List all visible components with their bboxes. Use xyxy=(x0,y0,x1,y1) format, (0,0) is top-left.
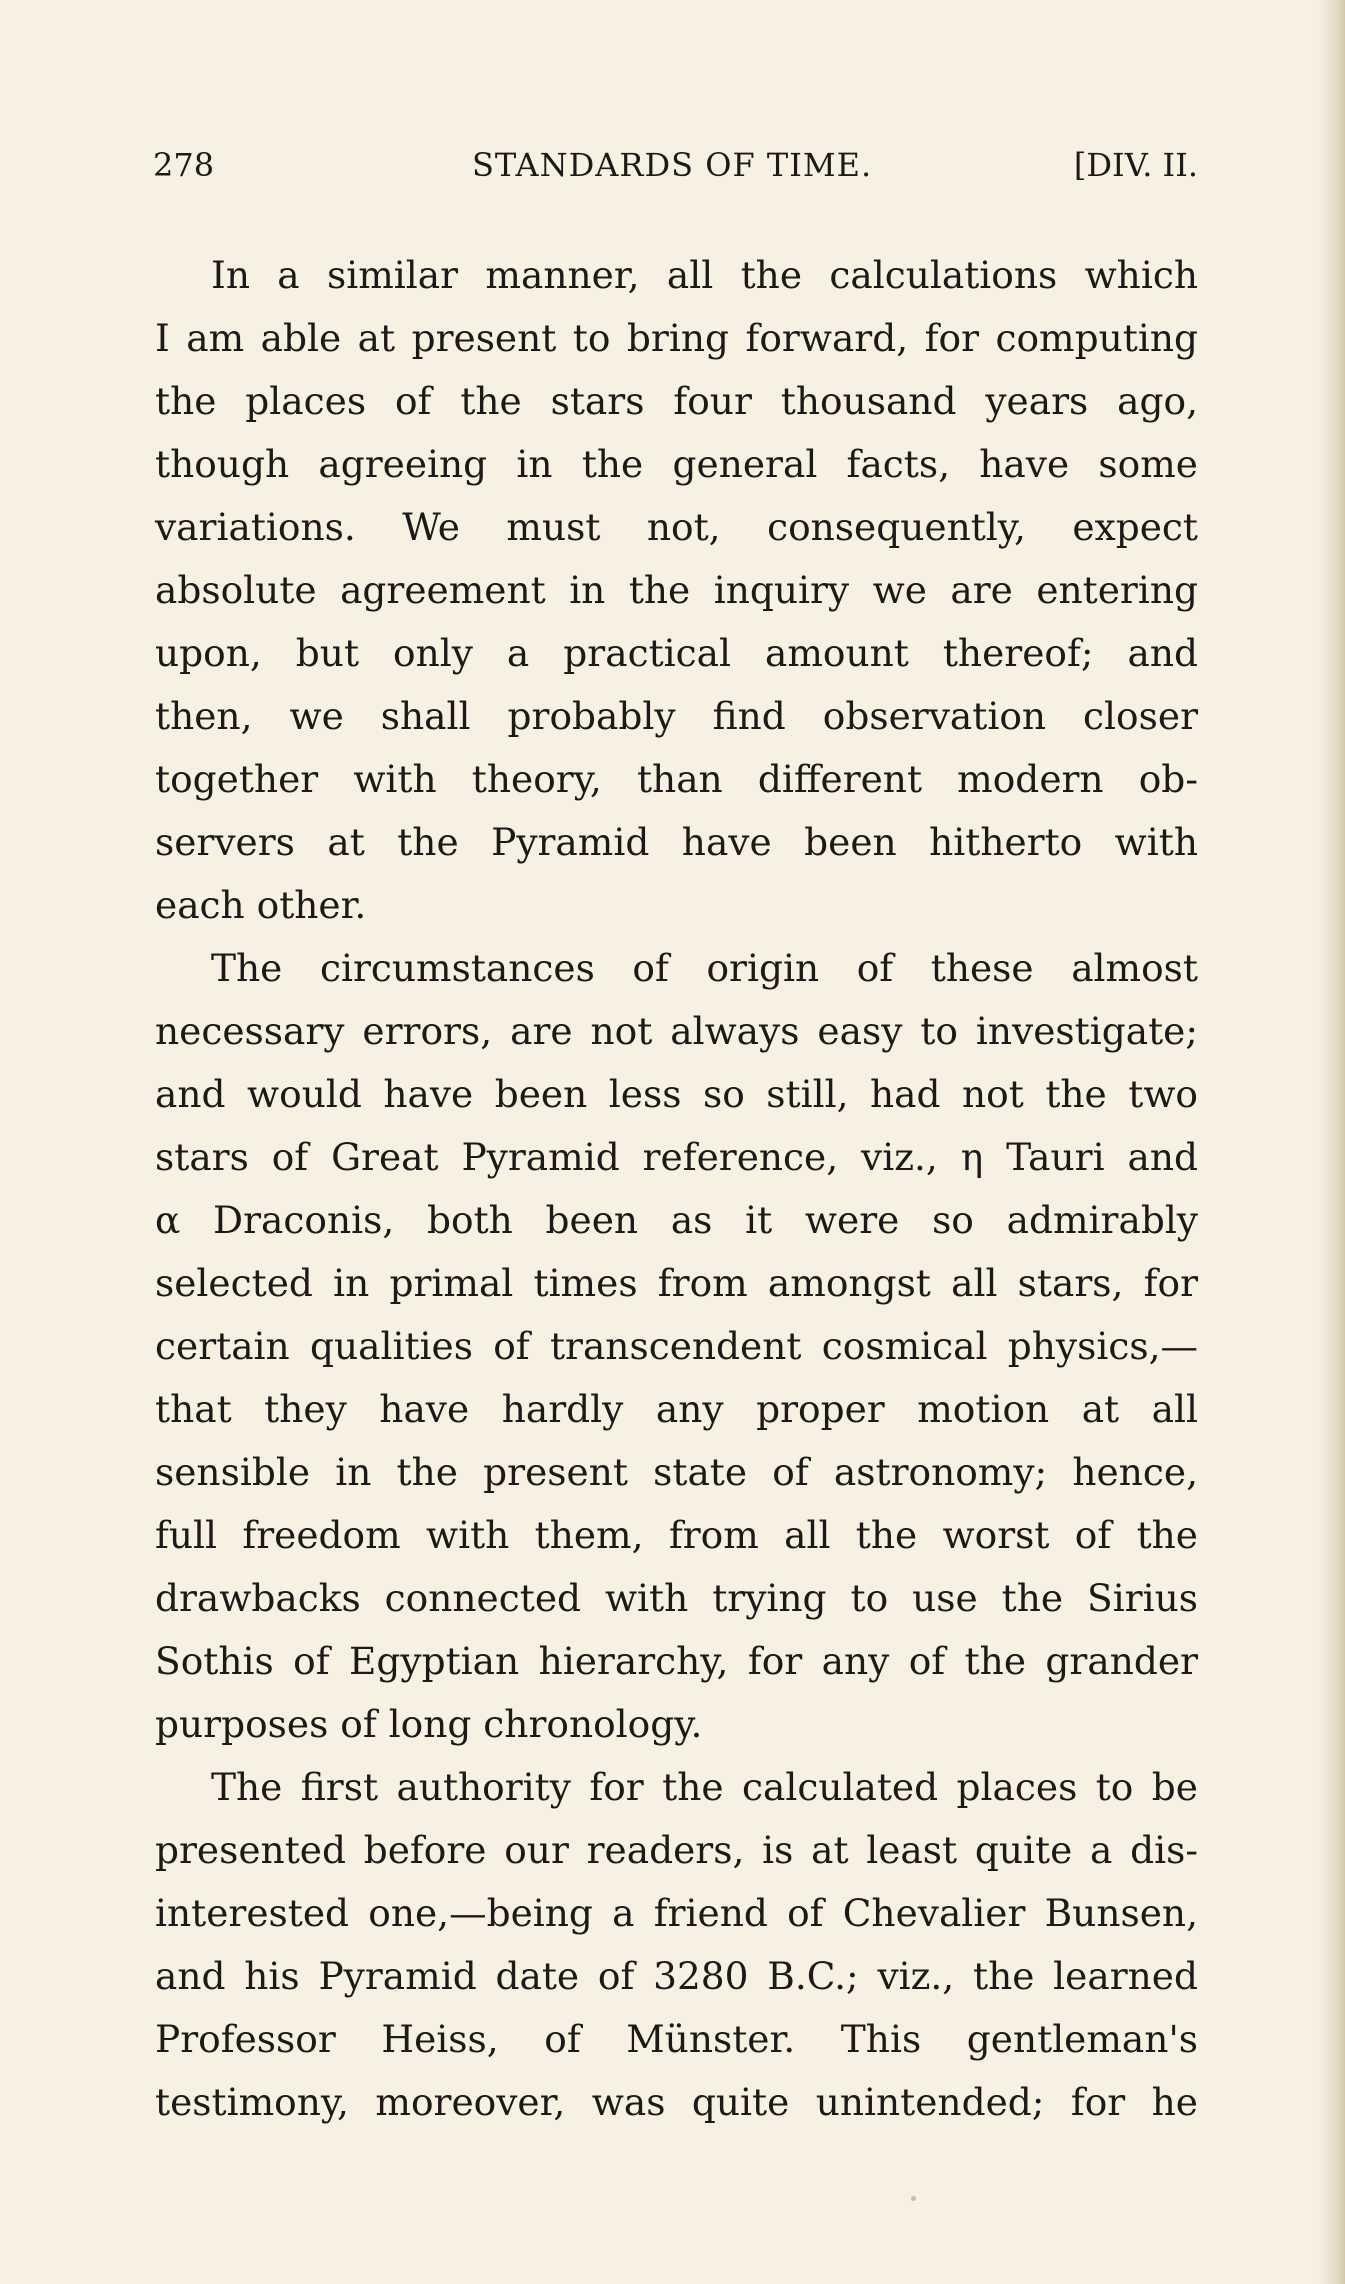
text-line: full freedom with them, from all the worst of the xyxy=(155,1513,1198,1557)
text-line: necessary errors, are not always easy to investigate; xyxy=(155,1009,1198,1053)
text-line: servers at the Pyramid have been hitherto with xyxy=(155,820,1198,864)
text-line: testimony, moreover, was quite unintended; for he xyxy=(155,2080,1198,2124)
text-line: stars of Great Pyramid reference, viz., η Tauri and xyxy=(155,1135,1198,1179)
text-line: drawbacks connected with trying to use the Sirius xyxy=(155,1576,1198,1620)
text-line: upon, but only a practical amount thereof; and xyxy=(155,631,1198,675)
text-line: certain qualities of transcendent cosmical physics,— xyxy=(155,1324,1198,1368)
text-line: variations. We must not, consequently, expect xyxy=(155,505,1198,549)
text-line: α Draconis, both been as it were so admirably xyxy=(155,1198,1198,1242)
text-line: and his Pyramid date of 3280 B.C.; viz., the learned xyxy=(155,1954,1198,1998)
binding-shadow xyxy=(1319,0,1345,2284)
text-line: absolute agreement in the inquiry we are entering xyxy=(155,568,1198,612)
text-line: sensible in the present state of astronomy; hence, xyxy=(155,1450,1198,1494)
text-line: In a similar manner, all the calculations which xyxy=(211,253,1198,297)
text-line: I am able at present to bring forward, for computing xyxy=(155,316,1198,360)
text-line: The circumstances of origin of these almost xyxy=(211,946,1198,990)
paper-speck xyxy=(911,2196,916,2201)
running-head xyxy=(153,146,1198,196)
text-line: interested one,—being a friend of Chevalier Bunsen, xyxy=(155,1891,1198,1935)
text-line: the places of the stars four thousand years ago, xyxy=(155,379,1198,423)
text-line: and would have been less so still, had not the two xyxy=(155,1072,1198,1116)
text-line: that they have hardly any proper motion at all xyxy=(155,1387,1198,1431)
running-title: STANDARDS OF TIME. xyxy=(472,146,873,184)
text-line: purposes of long chronology. xyxy=(155,1702,703,1746)
text-line: though agreeing in the general facts, have some xyxy=(155,442,1198,486)
text-line: together with theory, than different modern ob- xyxy=(155,757,1198,801)
text-line: Professor Heiss, of Münster. This gentleman's xyxy=(155,2017,1198,2061)
page-number: 278 xyxy=(153,146,215,184)
text-line: Sothis of Egyptian hierarchy, for any of the grander xyxy=(155,1639,1198,1683)
text-line: each other. xyxy=(155,883,367,927)
text-line: selected in primal times from amongst all stars, for xyxy=(155,1261,1198,1305)
text-line: then, we shall probably find observation closer xyxy=(155,694,1198,738)
division-label: [DIV. II. xyxy=(1073,146,1198,184)
text-line: The first authority for the calculated places to be xyxy=(211,1765,1198,1809)
text-line: presented before our readers, is at least quite a dis- xyxy=(155,1828,1198,1872)
body-text xyxy=(155,244,1198,2134)
